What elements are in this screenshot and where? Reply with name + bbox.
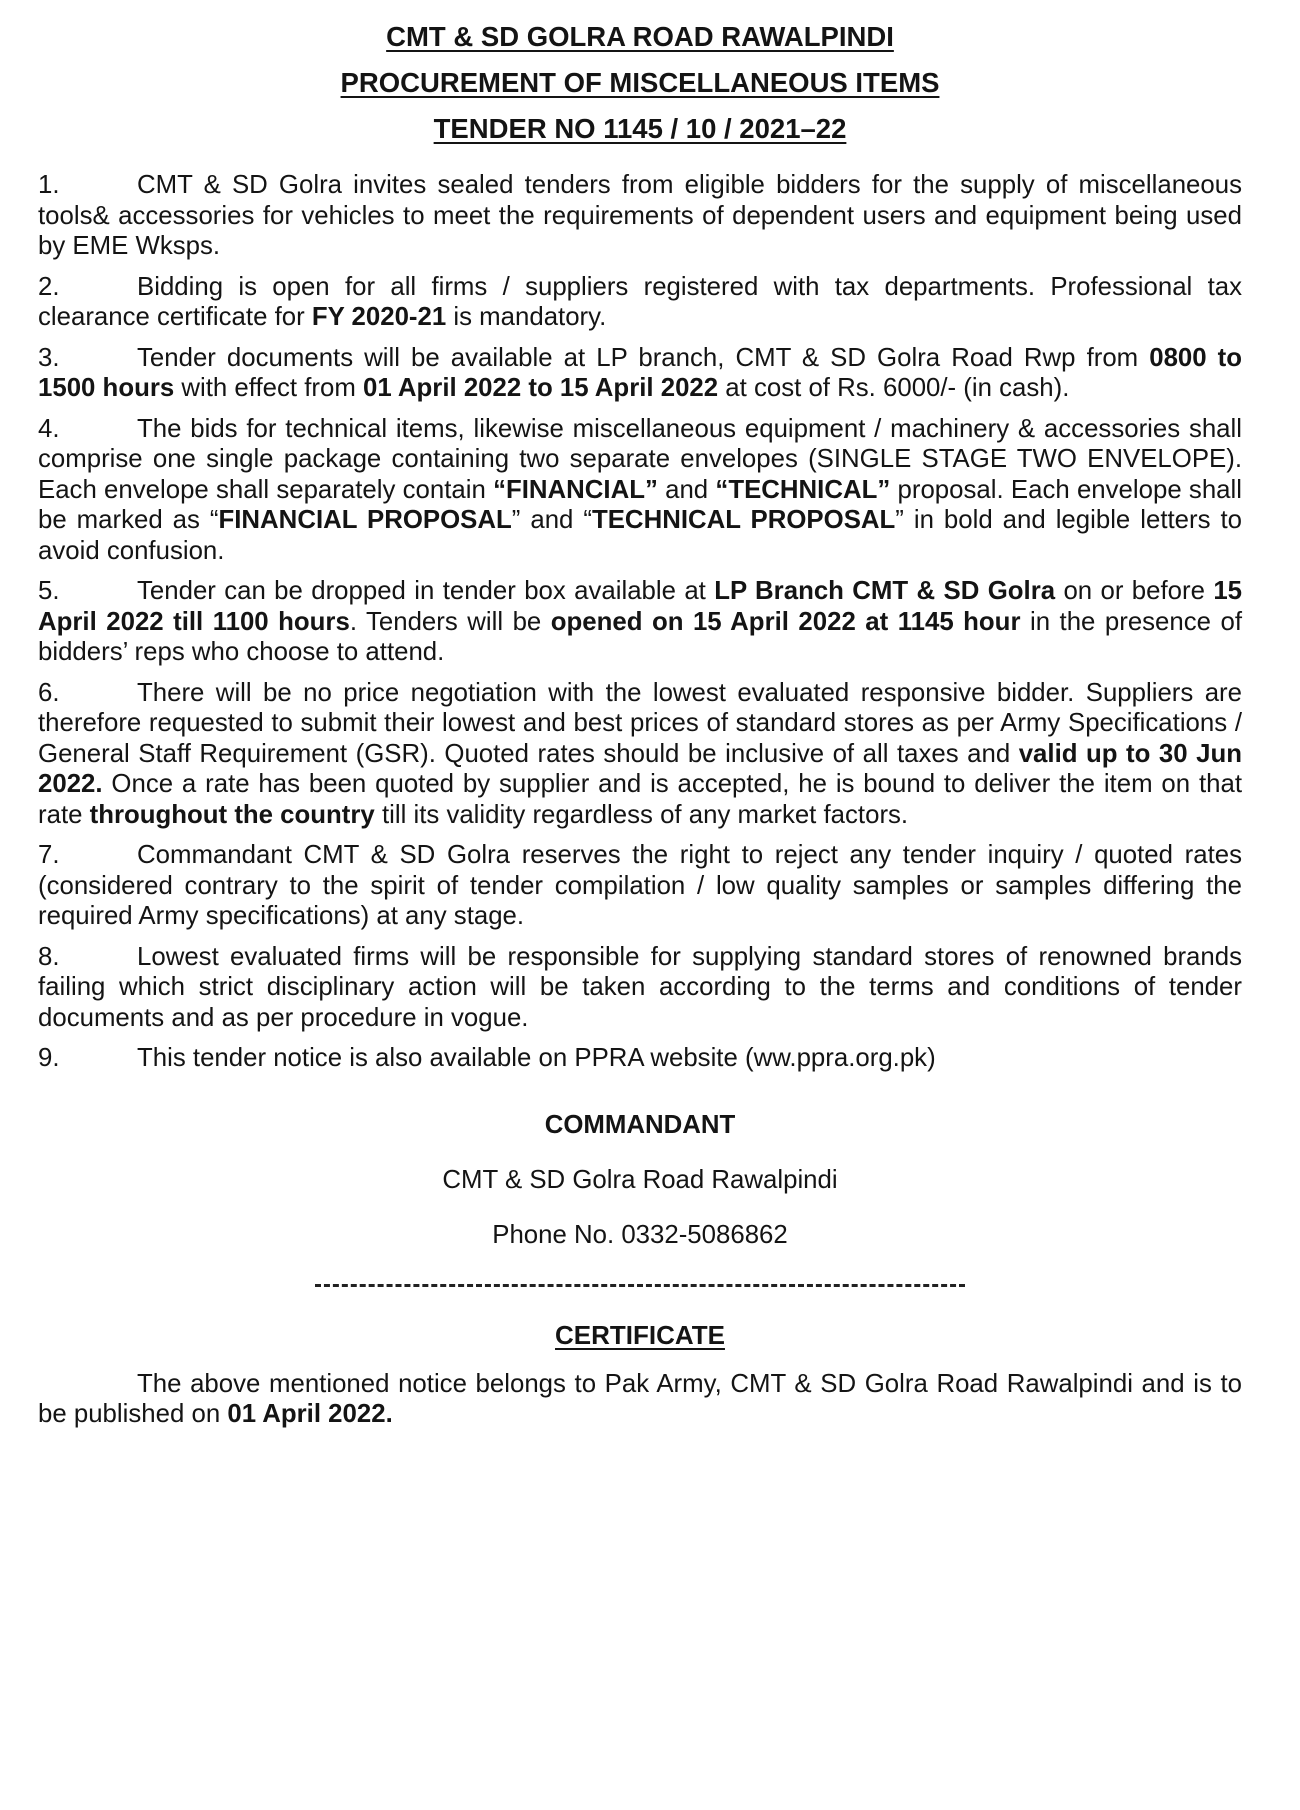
paragraph-7 — [38, 840, 1242, 932]
dashed-divider — [315, 1284, 965, 1287]
bold-text: “FINANCIAL” — [493, 475, 658, 504]
signature-title: COMMANDANT — [544, 1110, 736, 1139]
header-subject: PROCUREMENT OF MISCELLANEOUS ITEMS — [340, 67, 940, 98]
text: This tender notice is also available on PPRA website (ww.ppra.org.pk) — [137, 1044, 936, 1072]
bold-text: 01 April 2022. — [227, 1400, 393, 1428]
text: on or before — [1055, 577, 1214, 605]
paragraph-number: 8. — [38, 942, 60, 971]
paragraph-5 — [38, 576, 1242, 668]
bold-text: FY 2020-21 — [311, 303, 447, 331]
text: Tender documents will be available at LP branch, CMT & SD Golra Road Rwp from — [137, 343, 1150, 372]
text: Once a rate has been quoted by supplier and is accepted, he is bound to deliver the item on that rate — [38, 770, 1242, 829]
paragraph-6 — [38, 678, 1242, 831]
certificate-text — [38, 1369, 1242, 1430]
bold-text: 0800 to 1500 hours — [38, 343, 1243, 402]
header-organization: CMT & SD GOLRA ROAD RAWALPINDI — [386, 21, 894, 52]
bold-text: valid up to 30 Jun 2022. — [38, 739, 1242, 798]
text: Commandant CMT & SD Golra reserves the right to reject any tender inquiry / quoted rates (considered contrary to the spirit of tender compilation / low quality samples or samples differing the required Army specifications) at any stage. — [38, 841, 1242, 930]
text: . Tenders will be — [349, 607, 551, 636]
text: Tender can be dropped in tender box available at — [137, 577, 715, 605]
text: Bidding is open for all firms / suppliers registered with tax departments. Professional tax clearance certificate for — [38, 272, 1242, 331]
text: ” and “ — [511, 506, 592, 534]
bold-text: throughout the country — [89, 800, 375, 829]
bold-text: “TECHNICAL” — [715, 475, 891, 504]
paragraph-1 — [38, 170, 1242, 262]
paragraph-number: 9. — [38, 1044, 60, 1072]
text: till its validity regardless of any market factors. — [374, 800, 909, 829]
text: in the presence of bidders’ reps who choose to attend. — [38, 607, 1242, 666]
text: CMT & SD Golra invites sealed tenders from eligible bidders for the supply of miscellaneous tools& accessories for vehicles to meet the requirements of dependent users and equipment being used by EME Wksps. — [38, 171, 1242, 260]
paragraph-number: 6. — [38, 678, 60, 707]
paragraph-number: 3. — [38, 343, 60, 372]
text: The bids for technical items, likewise miscellaneous equipment / machinery & accessories shall comprise one single package containing two separate envelopes (SINGLE STAGE TWO ENVELOPE). Each envelope shall separately contain — [38, 414, 1242, 504]
text: ” in bold and legible letters to avoid confusion. — [38, 506, 1242, 565]
paragraph-number: 2. — [38, 272, 60, 301]
paragraph-9 — [38, 1043, 1242, 1074]
bold-text: TECHNICAL PROPOSAL — [591, 506, 896, 534]
paragraph-3 — [38, 343, 1242, 404]
paragraph-number: 1. — [38, 171, 60, 199]
paragraph-2 — [38, 272, 1242, 333]
bold-text: 15 April 2022 till 1100 hours — [38, 577, 1243, 636]
text: with effect from — [174, 374, 363, 402]
signature-phone: Phone No. 0332-5086862 — [492, 1220, 788, 1249]
signature-organization: CMT & SD Golra Road Rawalpindi — [442, 1165, 838, 1194]
text: The above mentioned notice belongs to Pak Army, CMT & SD Golra Road Rawalpindi and is to be published on — [38, 1369, 1242, 1428]
text: There will be no price negotiation with the lowest evaluated responsive bidder. Suppliers are therefore requested to submit their lowest and best prices of standard stores as per Army Specifications / General Staff Requirement (GSR). Quoted rates should be inclusive of all taxes and — [38, 678, 1242, 768]
text: at cost of Rs. 6000/- (in cash). — [718, 374, 1070, 402]
bold-text: FINANCIAL PROPOSAL — [218, 506, 512, 534]
text: Lowest evaluated firms will be responsible for supplying standard stores of renowned brands failing which strict disciplinary action will be taken according to the terms and conditions of tender documents and as per procedure in vogue. — [38, 942, 1242, 1032]
text: is mandatory. — [446, 303, 607, 331]
paragraph-number: 5. — [38, 577, 60, 605]
bold-text: opened on 15 April 2022 at 1145 hour — [550, 607, 1021, 636]
paragraph-list — [38, 170, 1242, 1074]
text: and — [657, 475, 716, 504]
header-tender-number: TENDER NO 1145 / 10 / 2021–22 — [433, 113, 847, 144]
paragraph-8 — [38, 942, 1242, 1034]
tender-notice-document — [38, 14, 1242, 1430]
paragraph-number: 4. — [38, 414, 60, 443]
text: proposal. Each envelope shall be marked as “ — [38, 475, 1242, 534]
certificate-title: CERTIFICATE — [555, 1319, 725, 1350]
paragraph-4 — [38, 414, 1242, 567]
paragraph-number: 7. — [38, 841, 60, 869]
bold-text: LP Branch CMT & SD Golra — [714, 577, 1056, 605]
bold-text: 01 April 2022 to 15 April 2022 — [363, 374, 719, 402]
